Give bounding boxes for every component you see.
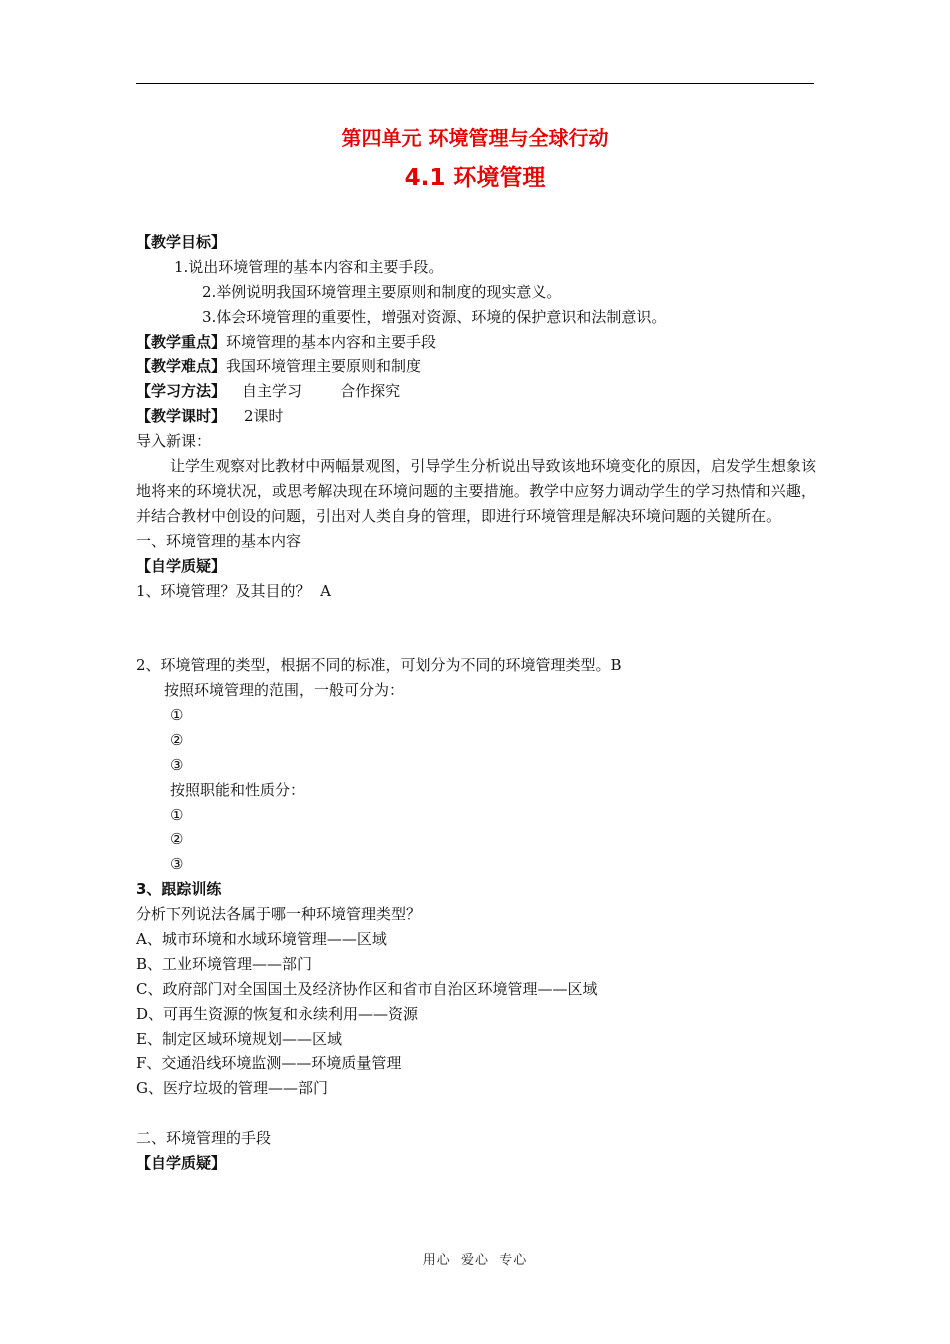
hours-row <box>136 404 816 429</box>
answer-item: F、交通沿线环境监测——环境质量管理 <box>136 1054 402 1073</box>
objective-item: 3.体会环境管理的重要性，增强对资源、环境的保护意识和法制意识。 <box>202 307 667 326</box>
scope-mark: ② <box>170 730 184 749</box>
scope-prompt: 按照环境管理的范围，一般可分为： <box>164 681 405 700</box>
answer-item: E、制定区域环境规划——区域 <box>136 1029 342 1048</box>
section2-heading: 二、环境管理的手段 <box>136 1129 272 1148</box>
difficulties-text: 我国环境管理主要原则和制度 <box>226 357 422 376</box>
section-spacer <box>136 1101 816 1126</box>
answer-item: D、可再生资源的恢复和永续利用——资源 <box>136 1004 419 1023</box>
key-points-row <box>136 330 816 355</box>
methods-row <box>136 379 816 404</box>
section1-heading: 一、环境管理的基本内容 <box>136 531 302 550</box>
difficulties-label: 【教学难点】 <box>136 357 227 376</box>
objectives-heading: 【教学目标】 <box>136 233 227 251</box>
self-study-heading: 【自学质疑】 <box>136 556 227 575</box>
methods-label: 【学习方法】 <box>136 382 227 401</box>
practice-question: 分析下列说法各属于哪一种环境管理类型？ <box>136 905 422 924</box>
answer-item: C、政府部门对全国国土及经济协作区和省市自治区环境管理——区域 <box>136 979 598 998</box>
scope-mark: ③ <box>170 755 184 774</box>
function-mark: ③ <box>170 855 184 874</box>
key-points-text: 环境管理的基本内容和主要手段 <box>226 332 437 351</box>
function-mark: ② <box>170 830 184 849</box>
hours-text: 2课时 <box>244 407 284 426</box>
scope-mark: ① <box>170 705 184 724</box>
key-points-label: 【教学重点】 <box>136 332 227 351</box>
practice-heading: 3、跟踪训练 <box>136 880 222 899</box>
objective-item: 2.举例说明我国环境管理主要原则和制度的现实意义。 <box>202 282 562 301</box>
unit-title: 第四单元 环境管理与全球行动 <box>341 126 609 150</box>
page-footer: 用心 爱心 专心 <box>422 1253 528 1268</box>
answer-item: B、工业环境管理——部门 <box>136 954 313 973</box>
question-2: 2、环境管理的类型，根据不同的标准，可划分为不同的环境管理类型。B <box>136 656 622 675</box>
self-study-heading: 【自学质疑】 <box>136 1154 227 1173</box>
header-rule <box>136 83 814 84</box>
intro-paragraph: 让学生观察对比教材中两幅景观图，引导学生分析说出导致该地环境变化的原因，启发学生想象该地将来的环境状况，或思考解决现在环境问题的主要措施。教学中应努力调动学生的学习热情和兴趣，并结合教材中创设的问题，引出对人类自身的管理，即进行环境管理是解决环境问题的关键所在。 <box>136 457 816 525</box>
answer-item: A、城市环境和水域环境管理——区域 <box>136 930 387 948</box>
hours-label: 【教学课时】 <box>136 407 227 426</box>
document-body <box>136 230 816 1176</box>
intro-heading: 导入新课： <box>136 432 212 451</box>
difficulties-row <box>136 354 816 379</box>
question-1: 1、环境管理？及其目的？ A <box>136 581 331 600</box>
answer-item: G、医疗垃圾的管理——部门 <box>136 1079 328 1098</box>
lesson-title: 4.1 环境管理 <box>404 165 546 191</box>
answer-space <box>136 603 816 653</box>
objective-item: 1.说出环境管理的基本内容和主要手段。 <box>174 257 444 276</box>
function-mark: ① <box>170 805 184 824</box>
function-prompt: 按照职能和性质分： <box>170 780 306 799</box>
methods-text: 自主学习 合作探究 <box>242 382 401 401</box>
